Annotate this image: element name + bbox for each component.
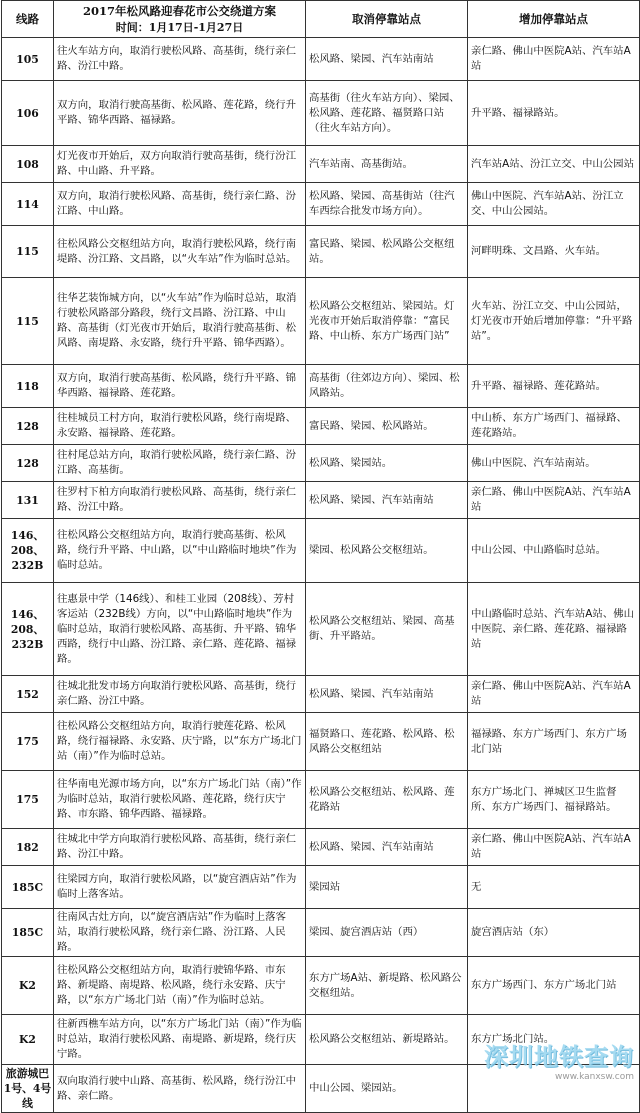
cell-add: 亲仁路、佛山中医院A站、汽车站A站 bbox=[468, 676, 640, 713]
cell-plan: 往松风路公交枢纽站方向，取消行驶高基街、松风路，绕行升平路、中山路，以“中山路临时地块”作为临时总站。 bbox=[54, 519, 306, 583]
cell-line: K2 bbox=[2, 957, 54, 1015]
cell-plan: 往罗村下柏方向取消行驶松风路、高基街，绕行亲仁路、汾江中路。 bbox=[54, 482, 306, 519]
cell-cancel: 松风路公交枢纽站、新堤路站。 bbox=[306, 1015, 468, 1065]
table-row bbox=[2, 519, 640, 583]
table-row bbox=[2, 278, 640, 365]
cell-line: 175 bbox=[2, 771, 54, 829]
cell-plan: 往华艺装饰城方向，以“火车站”作为临时总站，取消行驶松风路部分路段，绕行文昌路、汾江路、中山路、高基街（灯光夜市开始后，取消行驶高基街、松风路、南堤路、永安路，绕行升平路、锦华西路）。 bbox=[54, 278, 306, 365]
cell-add: 升平路、福禄路、莲花路站。 bbox=[468, 365, 640, 408]
cell-add: 东方广场北门站。 bbox=[468, 1015, 640, 1065]
cell-plan: 双向取消行驶中山路、高基街、松风路，绕行汾江中路、亲仁路。 bbox=[54, 1065, 306, 1113]
cell-line: 182 bbox=[2, 829, 54, 866]
cell-cancel: 松风路、梁园、汽车站南站 bbox=[306, 676, 468, 713]
cell-plan: 双方向，取消行驶松风路、高基街，绕行亲仁路、汾江路、中山路。 bbox=[54, 183, 306, 226]
table-row bbox=[2, 445, 640, 482]
cell-line: 175 bbox=[2, 713, 54, 771]
cell-cancel: 梁园、旋宫酒店站（西） bbox=[306, 909, 468, 957]
cell-cancel: 梁园、松风路公交枢纽站。 bbox=[306, 519, 468, 583]
table-row bbox=[2, 829, 640, 866]
cell-line: 128 bbox=[2, 408, 54, 445]
cell-add: 东方广场北门、禅城区卫生监督所、东方广场西门、福禄路站。 bbox=[468, 771, 640, 829]
cell-add: 东方广场西门、东方广场北门站 bbox=[468, 957, 640, 1015]
table-row bbox=[2, 226, 640, 278]
cell-line: 105 bbox=[2, 38, 54, 81]
cell-plan: 往桂城员工村方向，取消行驶松风路，绕行南堤路、永安路、福禄路、莲花路。 bbox=[54, 408, 306, 445]
cell-line: 106 bbox=[2, 81, 54, 146]
cell-line: 146、208、232B bbox=[2, 519, 54, 583]
cell-line: K2 bbox=[2, 1015, 54, 1065]
cell-plan: 往村尾总站方向，取消行驶松风路，绕行亲仁路、汾江路、高基街。 bbox=[54, 445, 306, 482]
cell-plan: 双方向，取消行驶高基街、松风路，绕行升平路、锦华西路、福禄路、莲花路。 bbox=[54, 365, 306, 408]
watermark-text: 深圳地铁查询 bbox=[484, 1043, 634, 1071]
watermark-url: www.kanxsw.com bbox=[554, 1072, 634, 1082]
cell-cancel: 富民路、梁园、松风路公交枢纽站。 bbox=[306, 226, 468, 278]
table-row bbox=[2, 957, 640, 1015]
cell-line: 118 bbox=[2, 365, 54, 408]
cell-plan: 往城北批发市场方向取消行驶松风路、高基街，绕行亲仁路、汾江中路。 bbox=[54, 676, 306, 713]
cell-add: 火车站、汾江立交、中山公园站，灯光夜市开始后增加停靠：“升平路站”。 bbox=[468, 278, 640, 365]
cell-cancel: 松风路公交枢纽站、松风路、莲花路站 bbox=[306, 771, 468, 829]
table-row bbox=[2, 909, 640, 957]
cell-line: 146、208、232B bbox=[2, 583, 54, 676]
cell-add: 中山桥、东方广场西门、福禄路、莲花路站。 bbox=[468, 408, 640, 445]
cell-line: 108 bbox=[2, 146, 54, 183]
cell-plan: 往松风路公交枢纽站方向，取消行驶松风路，绕行南堤路、汾江路、文昌路，以“火车站”作为临时总站。 bbox=[54, 226, 306, 278]
header-cancel: 取消停靠站点 bbox=[306, 1, 468, 38]
cell-add: 中山公园、中山路临时总站。 bbox=[468, 519, 640, 583]
cell-add: 亲仁路、佛山中医院A站、汽车站A站 bbox=[468, 38, 640, 81]
cell-cancel: 富民路、梁园、松风路站。 bbox=[306, 408, 468, 445]
cell-add: 汽车站A站、汾江立交、中山公园站 bbox=[468, 146, 640, 183]
cell-add: 佛山中医院、汽车站A站、汾江立交、中山公园站。 bbox=[468, 183, 640, 226]
cell-plan: 往城北中学方向取消行驶松风路、高基街，绕行亲仁路、汾江中路。 bbox=[54, 829, 306, 866]
header-add: 增加停靠站点 bbox=[468, 1, 640, 38]
cell-line: 旅游城巴1号、4号线 bbox=[2, 1065, 54, 1113]
cell-plan: 往华南电光源市场方向，以“东方广场北门站（南）”作为临时总站，取消行驶松风路、莲花路，绕行庆宁路、市东路、锦华西路、福禄路。 bbox=[54, 771, 306, 829]
cell-plan: 往梁园方向，取消行驶松风路，以“旋宫酒店站”作为临时上落客站。 bbox=[54, 866, 306, 909]
table-row bbox=[2, 365, 640, 408]
cell-plan: 往火车站方向，取消行驶松风路、高基街，绕行亲仁路、汾江中路。 bbox=[54, 38, 306, 81]
watermark bbox=[484, 1037, 634, 1082]
cell-add: 福禄路、东方广场西门、东方广场北门站 bbox=[468, 713, 640, 771]
cell-cancel: 松风路、梁园、高基街站（往汽车西综合批发市场方向）。 bbox=[306, 183, 468, 226]
table-row bbox=[2, 183, 640, 226]
table-row bbox=[2, 676, 640, 713]
cell-line: 128 bbox=[2, 445, 54, 482]
cell-add: 中山路临时总站、汽车站A站、佛山中医院、亲仁路、莲花路、福禄路站 bbox=[468, 583, 640, 676]
header-plan-time: 时间：1月17日-1月27日 bbox=[115, 21, 244, 34]
table-row bbox=[2, 408, 640, 445]
cell-plan: 往新西樵车站方向，以“东方广场北门站（南）”作为临时总站，取消行驶松风路、南堤路、新堤路，绕行庆宁路。 bbox=[54, 1015, 306, 1065]
cell-cancel: 福贤路口、莲花路、松风路、松风路公交枢纽站 bbox=[306, 713, 468, 771]
bus-detour-table bbox=[1, 0, 640, 1113]
cell-add: 旋宫酒店站（东） bbox=[468, 909, 640, 957]
cell-cancel: 东方广场A站、新堤路、松风路公交枢纽站。 bbox=[306, 957, 468, 1015]
cell-line: 152 bbox=[2, 676, 54, 713]
cell-line: 185C bbox=[2, 866, 54, 909]
cell-line: 131 bbox=[2, 482, 54, 519]
cell-add: 亲仁路、佛山中医院A站、汽车站A站 bbox=[468, 482, 640, 519]
table-row bbox=[2, 146, 640, 183]
cell-line: 115 bbox=[2, 226, 54, 278]
cell-cancel: 松风路、梁园、汽车站南站 bbox=[306, 829, 468, 866]
table-row bbox=[2, 482, 640, 519]
cell-plan: 往松风路公交枢纽站方向，取消行驶锦华路、市东路、新堤路、南堤路、松风路，绕行永安路、庆宁路，以“东方广场北门站（南）”作为临时总站。 bbox=[54, 957, 306, 1015]
cell-cancel: 中山公园、梁园站。 bbox=[306, 1065, 468, 1113]
table-header-row bbox=[2, 1, 640, 38]
cell-cancel: 松风路公交枢纽站、梁园、高基街、升平路站。 bbox=[306, 583, 468, 676]
header-line: 线路 bbox=[2, 1, 54, 38]
cell-add: 升平路、福禄路站。 bbox=[468, 81, 640, 146]
cell-add: 亲仁路、佛山中医院A站、汽车站A站 bbox=[468, 829, 640, 866]
cell-cancel: 汽车站南、高基街站。 bbox=[306, 146, 468, 183]
cell-plan: 往惠景中学（146线）、和桂工业园（208线）、芳村客运站（232B线）方向，以“中山路临时地块”作为临时总站，取消行驶松风路、高基街、升平路、锦华西路，绕行中山路、汾江路、亲仁路、莲花路、福禄路。 bbox=[54, 583, 306, 676]
cell-add: 佛山中医院、汽车站南站。 bbox=[468, 445, 640, 482]
cell-add: 河畔明珠、文昌路、火车站。 bbox=[468, 226, 640, 278]
cell-cancel: 梁园站 bbox=[306, 866, 468, 909]
table-row bbox=[2, 771, 640, 829]
cell-plan: 灯光夜市开始后，双方向取消行驶高基街，绕行汾江路、中山路、升平路。 bbox=[54, 146, 306, 183]
cell-cancel: 松风路、梁园、汽车站南站 bbox=[306, 482, 468, 519]
cell-cancel: 高基街（往火车站方向）、梁园、松风路、莲花路、福贤路口站（往火车站方向）。 bbox=[306, 81, 468, 146]
cell-plan: 往松风路公交枢纽站方向，取消行驶莲花路、松风路，绕行福禄路、永安路、庆宁路，以“东方广场北门站（南）”作为临时总站。 bbox=[54, 713, 306, 771]
header-plan bbox=[54, 1, 306, 38]
header-plan-title: 2017年松风路迎春花市公交绕道方案 bbox=[82, 4, 276, 18]
table-row bbox=[2, 866, 640, 909]
cell-plan: 往南风古灶方向，以“旋宫酒店站”作为临时上落客站，取消行驶松风路，绕行亲仁路、汾江路、人民路。 bbox=[54, 909, 306, 957]
cell-cancel: 松风路、梁园站。 bbox=[306, 445, 468, 482]
table-row bbox=[2, 583, 640, 676]
cell-cancel: 松风路、梁园、汽车站南站 bbox=[306, 38, 468, 81]
cell-add: 无 bbox=[468, 866, 640, 909]
cell-line: 115 bbox=[2, 278, 54, 365]
table-row bbox=[2, 713, 640, 771]
table-row bbox=[2, 38, 640, 81]
table-row bbox=[2, 81, 640, 146]
cell-cancel: 松风路公交枢纽站、梁园站。灯光夜市开始后取消停靠：“富民路、中山桥、东方广场西门站” bbox=[306, 278, 468, 365]
cell-cancel: 高基街（往郊边方向）、梁园、松风路站。 bbox=[306, 365, 468, 408]
cell-line: 185C bbox=[2, 909, 54, 957]
cell-line: 114 bbox=[2, 183, 54, 226]
cell-plan: 双方向，取消行驶高基街、松风路、莲花路，绕行升平路、锦华西路、福禄路。 bbox=[54, 81, 306, 146]
